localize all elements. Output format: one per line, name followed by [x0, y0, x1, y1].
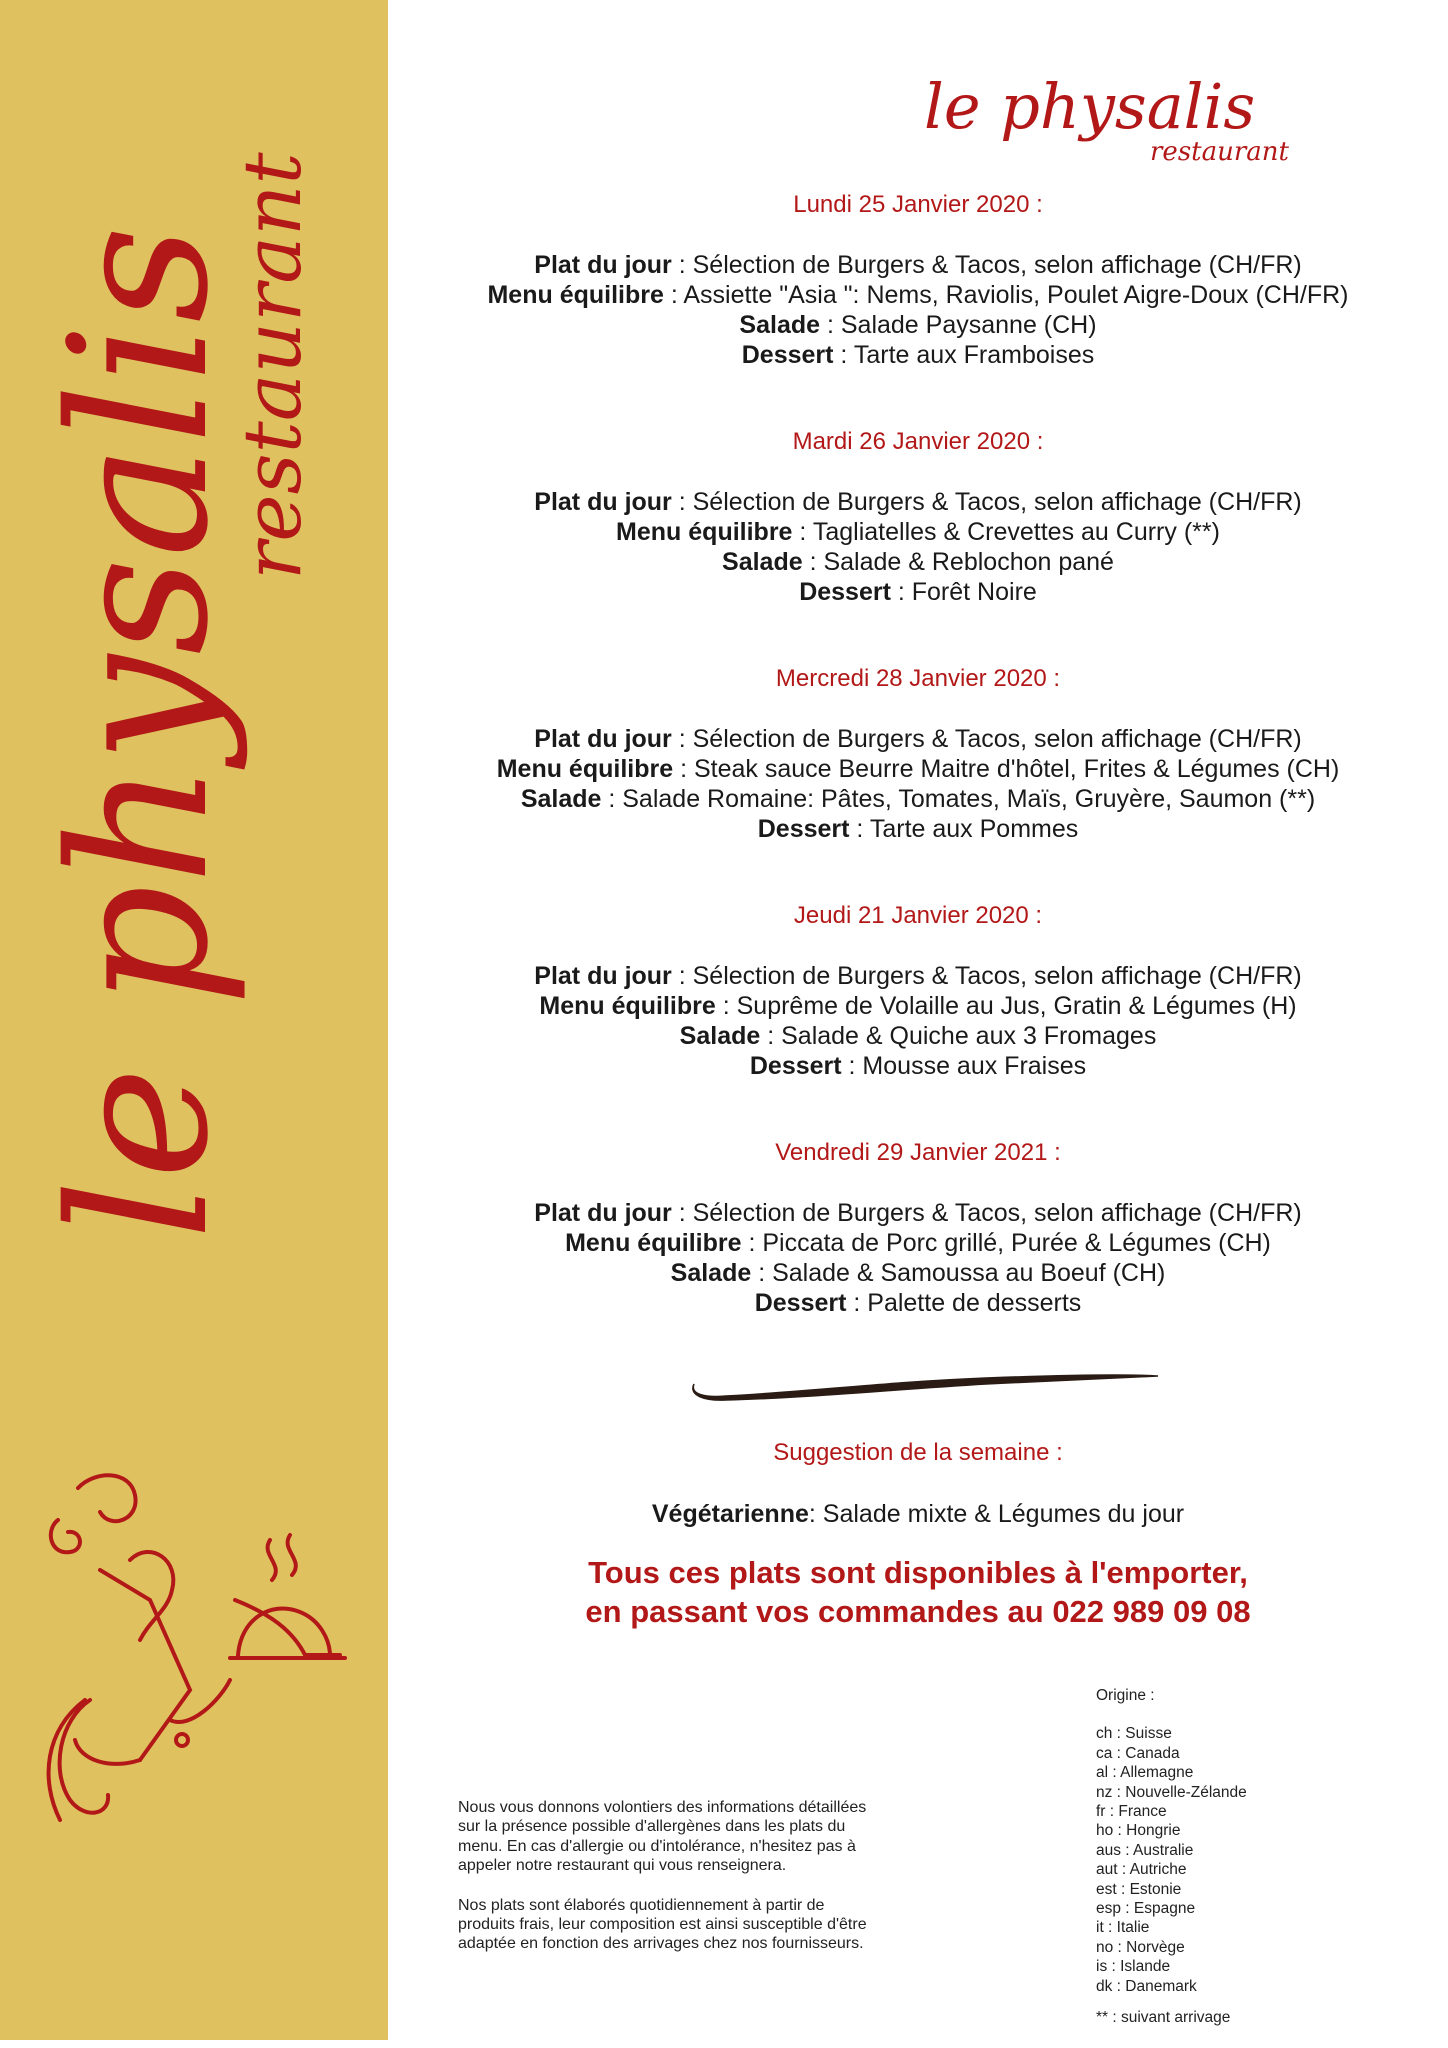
- course-label: Salade: [520, 785, 602, 813]
- course-line: [388, 961, 1448, 991]
- course-label: Dessert: [749, 1052, 842, 1080]
- course-line: [388, 754, 1448, 784]
- day-section: [388, 427, 1448, 607]
- header-brand-name: le physalis: [924, 70, 1256, 143]
- course-text: : Salade & Samoussa au Boeuf (CH): [751, 1259, 1166, 1287]
- course-line: [388, 1198, 1448, 1228]
- course-label: Plat du jour: [534, 488, 672, 516]
- course-text: : Palette de desserts: [846, 1289, 1082, 1317]
- course-text: : Salade & Quiche aux 3 Fromages: [760, 1022, 1157, 1050]
- course-line: [388, 487, 1448, 517]
- origin-item: aut : Autriche: [1096, 1861, 1187, 1879]
- day-title: Lundi 25 Janvier 2020 :: [793, 191, 1043, 218]
- course-text: : Tagliatelles & Crevettes au Curry (**): [792, 518, 1220, 546]
- suggestion-text: : Salade mixte & Légumes du jour: [808, 1500, 1185, 1528]
- day-section: [388, 190, 1448, 370]
- disclaimer-line: adaptée en fonction des arrivages chez nos fournisseurs.: [458, 1935, 864, 1953]
- takeaway-line-1: Tous ces plats sont disponibles à l'emporter,: [588, 1555, 1248, 1590]
- sidebar-banner: [0, 0, 388, 2048]
- allergen-disclaimer: [458, 1798, 978, 1974]
- course-label: Dessert: [754, 1289, 847, 1317]
- course-line: [388, 517, 1448, 547]
- course-line: [388, 1258, 1448, 1288]
- course-label: Dessert: [799, 578, 891, 606]
- origin-item: ca : Canada: [1096, 1744, 1180, 1762]
- course-text: : Sélection de Burgers & Tacos, selon affichage (CH/FR): [671, 488, 1302, 516]
- header-logo: [918, 70, 1388, 170]
- origin-item: nz : Nouvelle-Zélande: [1096, 1783, 1247, 1801]
- course-line: [388, 547, 1448, 577]
- suggestion-label: Végétarienne: [651, 1500, 809, 1528]
- course-label: Plat du jour: [534, 1199, 672, 1227]
- course-line: [388, 280, 1448, 310]
- takeaway-notice: [388, 1553, 1448, 1631]
- course-text: : Tarte aux Pommes: [849, 815, 1079, 843]
- course-label: Salade: [722, 548, 803, 576]
- course-line: [388, 250, 1448, 280]
- origin-item: est : Estonie: [1096, 1880, 1182, 1898]
- course-label: Plat du jour: [534, 251, 672, 279]
- day-section: [388, 1138, 1448, 1318]
- disclaimer-paragraph: [458, 1896, 978, 1954]
- course-label: Menu équilibre: [539, 992, 716, 1020]
- course-label: Dessert: [741, 341, 834, 369]
- course-line: [388, 340, 1448, 370]
- course-line: [388, 310, 1448, 340]
- flourish-divider-icon: [686, 1368, 1166, 1408]
- course-text: : Assiette "Asia ": Nems, Raviolis, Poulet Aigre-Doux (CH/FR): [663, 281, 1349, 309]
- course-label: Menu équilibre: [487, 281, 664, 309]
- sidebar-logo: [0, 0, 388, 2048]
- origin-note: ** : suivant arrivage: [1096, 2009, 1231, 2027]
- course-text: : Forêt Noire: [890, 578, 1037, 606]
- course-text: : Sélection de Burgers & Tacos, selon affichage (CH/FR): [671, 1199, 1302, 1227]
- course-label: Dessert: [757, 815, 850, 843]
- day-title: Jeudi 21 Janvier 2020 :: [793, 902, 1043, 929]
- course-text: : Salade & Reblochon pané: [802, 548, 1114, 576]
- day-title: Vendredi 29 Janvier 2021 :: [775, 1139, 1061, 1166]
- origin-legend-title: Origine :: [1096, 1687, 1155, 1704]
- course-label: Plat du jour: [534, 725, 672, 753]
- day-section: [388, 901, 1448, 1081]
- course-line: [388, 991, 1448, 1021]
- header-brand-subtitle: restaurant: [1150, 137, 1289, 167]
- origin-item: no : Norvège: [1096, 1938, 1185, 1956]
- course-text: : Mousse aux Fraises: [841, 1052, 1087, 1080]
- course-label: Menu équilibre: [565, 1229, 742, 1257]
- sidebar-brand-name: le physalis: [29, 225, 250, 1240]
- disclaimer-line: sur la présence possible d'allergènes dans les plats du: [458, 1818, 846, 1836]
- origin-item: ch : Suisse: [1096, 1725, 1172, 1743]
- sidebar-bottom-strip: [0, 2040, 388, 2048]
- disclaimer-line: Nous vous donnons volontiers des informations détaillées: [458, 1799, 867, 1816]
- course-line: [388, 724, 1448, 754]
- origin-item: ho : Hongrie: [1096, 1822, 1181, 1840]
- origin-legend: [1096, 1686, 1247, 2028]
- course-label: Menu équilibre: [496, 755, 674, 783]
- course-text: : Piccata de Porc grillé, Purée & Légumes (CH): [741, 1229, 1271, 1257]
- course-line: [388, 1288, 1448, 1318]
- chef-with-cloche-icon: [49, 1475, 345, 1820]
- origin-item: dk : Danemark: [1096, 1977, 1197, 1995]
- disclaimer-line: Nos plats sont élaborés quotidiennement à partir de: [458, 1896, 825, 1914]
- sidebar-brand-subtitle: restaurant: [226, 152, 319, 580]
- course-line: [388, 1021, 1448, 1051]
- suggestion-line: [388, 1499, 1448, 1529]
- disclaimer-paragraph: [458, 1798, 978, 1876]
- course-text: : Sélection de Burgers & Tacos, selon affichage (CH/FR): [671, 725, 1302, 753]
- takeaway-line-2: en passant vos commandes au 022 989 09 08: [585, 1594, 1251, 1629]
- weekly-suggestion: [388, 1438, 1448, 1529]
- course-label: Salade: [670, 1259, 752, 1287]
- weekly-menu: [388, 190, 1448, 1318]
- course-text: : Sélection de Burgers & Tacos, selon affichage (CH/FR): [671, 962, 1302, 990]
- disclaimer-line: menu. En cas d'allergie ou d'intolérance, n'hesitez pas à: [458, 1837, 856, 1855]
- day-section: [388, 664, 1448, 844]
- course-text: : Sélection de Burgers & Tacos, selon affichage (CH/FR): [671, 251, 1302, 279]
- course-text: : Salade Romaine: Pâtes, Tomates, Maïs, Gruyère, Saumon (**): [601, 785, 1316, 813]
- course-text: : Steak sauce Beurre Maitre d'hôtel, Frites & Légumes (CH): [673, 755, 1340, 783]
- origin-item: fr : France: [1096, 1803, 1167, 1821]
- course-line: [388, 1051, 1448, 1081]
- course-line: [388, 577, 1448, 607]
- origin-item: it : Italie: [1096, 1919, 1150, 1937]
- suggestion-title: Suggestion de la semaine :: [773, 1439, 1063, 1466]
- course-line: [388, 1228, 1448, 1258]
- course-text: : Salade Paysanne (CH): [820, 311, 1097, 339]
- course-line: [388, 814, 1448, 844]
- disclaimer-line: appeler notre restaurant qui vous renseignera.: [458, 1857, 787, 1875]
- course-text: : Suprême de Volaille au Jus, Gratin & Légumes (H): [715, 992, 1297, 1020]
- course-text: : Tarte aux Framboises: [833, 341, 1095, 369]
- course-label: Salade: [739, 311, 821, 339]
- origin-item: al : Allemagne: [1096, 1764, 1194, 1782]
- origin-item: esp : Espagne: [1096, 1900, 1196, 1918]
- course-line: [388, 784, 1448, 814]
- course-label: Salade: [679, 1022, 761, 1050]
- course-label: Menu équilibre: [616, 518, 793, 546]
- disclaimer-line: produits frais, leur composition est ainsi susceptible d'être: [458, 1916, 867, 1934]
- day-title: Mardi 26 Janvier 2020 :: [792, 428, 1044, 455]
- course-label: Plat du jour: [534, 962, 672, 990]
- origin-item: aus : Australie: [1096, 1841, 1194, 1859]
- origin-item: is : Islande: [1096, 1958, 1171, 1976]
- day-title: Mercredi 28 Janvier 2020 :: [775, 665, 1061, 692]
